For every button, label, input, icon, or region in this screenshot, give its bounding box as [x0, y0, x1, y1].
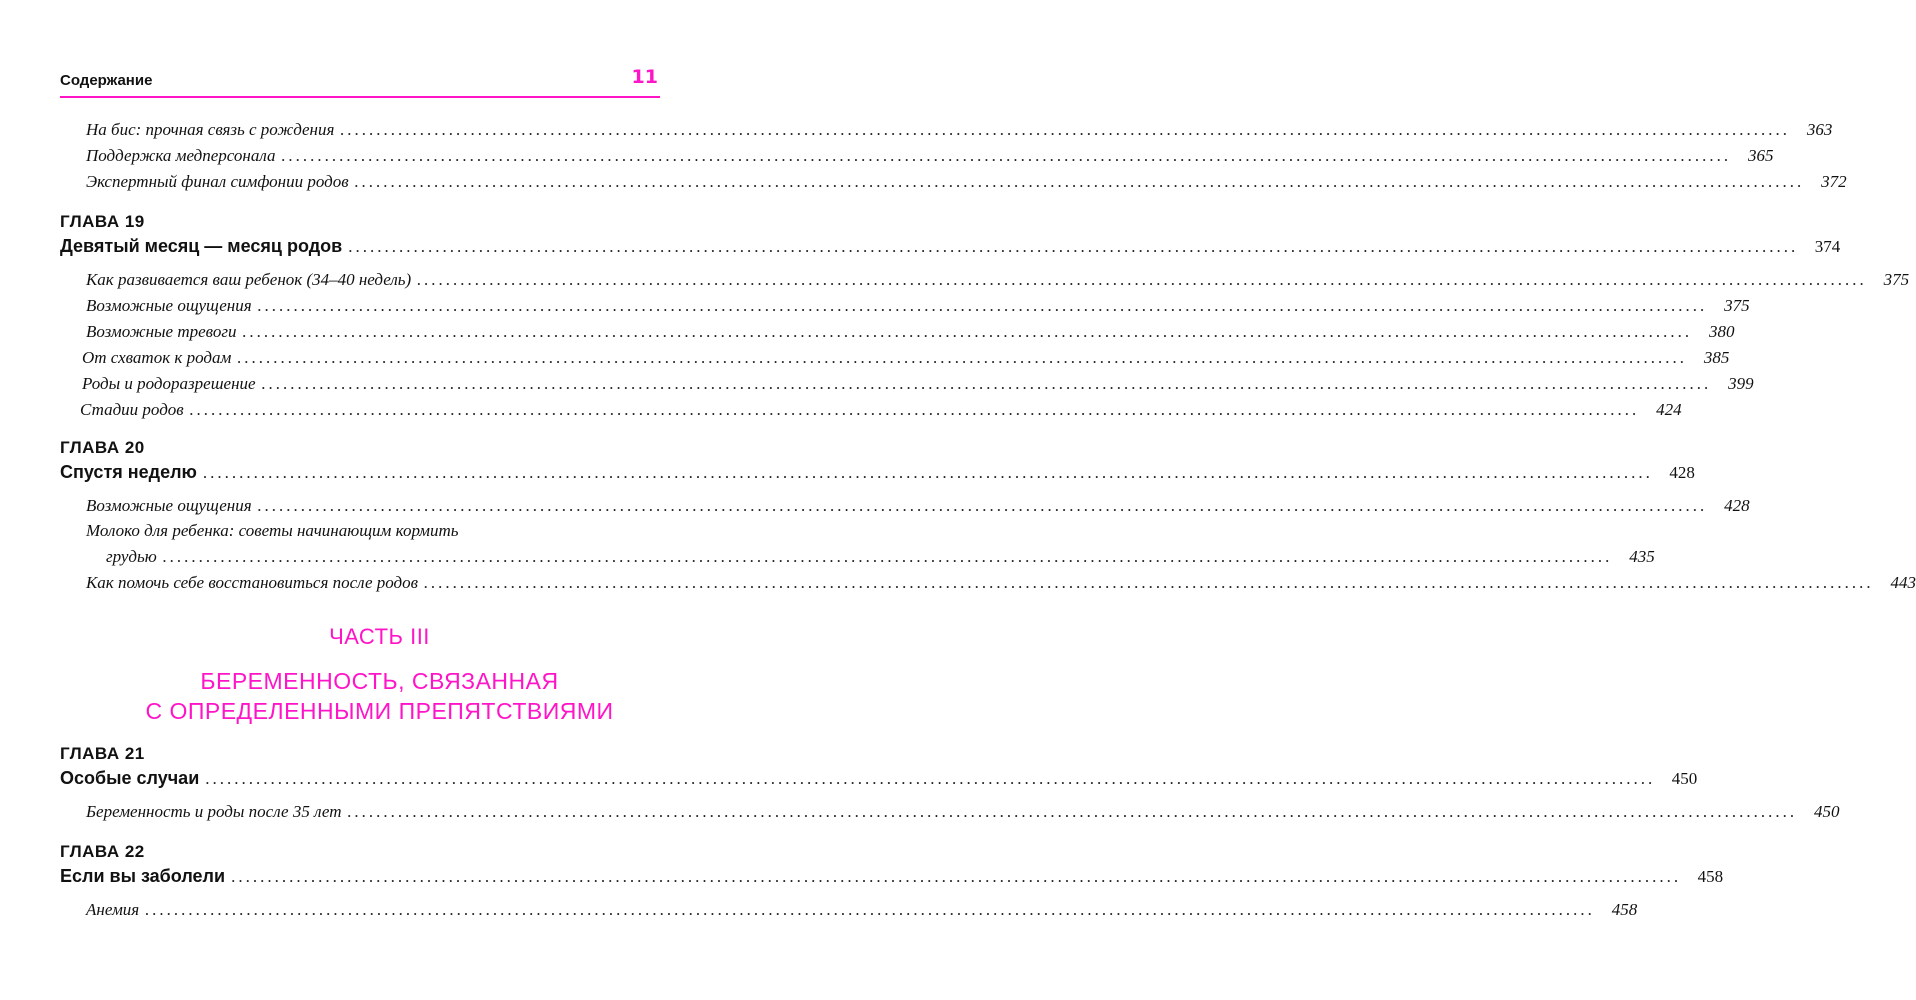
toc-entry[interactable] — [0, 374, 1754, 400]
leader-dots: ........................................................................................................................................................................................................ — [145, 900, 1596, 919]
leader-dots: ........................................................................................................................................................................................................ — [162, 547, 1613, 566]
leader-dots: ........................................................................................................................................................................................................ — [202, 463, 1653, 482]
leader-dots: ........................................................................................................................................................................................................ — [237, 348, 1688, 367]
leader-dots: ........................................................................................................................................................................................................ — [205, 769, 1656, 788]
toc-entry-label: От схваток к родам — [82, 348, 232, 367]
chapter-title: Особые случаи — [60, 768, 200, 788]
toc-entry-page: 380 — [1708, 322, 1735, 341]
toc-entry[interactable] — [0, 900, 1638, 926]
leader-dots: ........................................................................................................................................................................................................ — [340, 120, 1791, 139]
toc-entry-page: 435 — [1629, 547, 1655, 566]
leader-dots: ........................................................................................................................................................................................................ — [424, 573, 1875, 592]
leader-dots: ........................................................................................................................................................................................................ — [231, 867, 1682, 886]
leader-dots: ........................................................................................................................................................................................................ — [261, 374, 1712, 393]
toc-entry-label: Беременность и роды после 35 лет — [86, 802, 342, 821]
toc-entry-page: 424 — [1656, 400, 1682, 419]
part-title-line2: С ОПРЕДЕЛЕННЫМИ ПРЕПЯТСТВИЯМИ — [145, 698, 614, 724]
toc-entry[interactable] — [0, 172, 1847, 198]
chapter-page: 428 — [1669, 463, 1695, 482]
toc-entry[interactable] — [0, 547, 1655, 573]
toc-entry-label: Поддержка медперсонала — [86, 146, 276, 165]
toc-entry-page: 375 — [1724, 296, 1750, 315]
chapter-page: 450 — [1671, 769, 1698, 788]
toc-entry-label: Как развивается ваш ребенок (34–40 недель) — [86, 270, 412, 289]
toc-entry-page: 399 — [1728, 374, 1754, 393]
chapter-19-heading: ГЛАВА 19 — [60, 212, 145, 231]
toc-entry-label: грудью — [106, 547, 157, 566]
chapter-page: 374 — [1814, 237, 1841, 256]
chapter-22-title-entry[interactable] — [0, 866, 1724, 892]
chapter-20-title-entry[interactable] — [0, 462, 1695, 488]
chapter-19-title-entry[interactable] — [0, 236, 1841, 262]
toc-entry-line1[interactable] — [0, 521, 759, 547]
chapter-20-heading: ГЛАВА 20 — [60, 438, 145, 457]
toc-entry[interactable] — [0, 400, 1682, 426]
toc-entry[interactable] — [0, 573, 1916, 599]
chapter-21-title-entry[interactable] — [0, 768, 1698, 794]
part-label: ЧАСТЬ III — [329, 624, 430, 649]
toc-entry[interactable] — [0, 322, 1735, 348]
leader-dots: ........................................................................................................................................................................................................ — [347, 802, 1798, 821]
chapter-page: 458 — [1697, 867, 1724, 886]
toc-entry[interactable] — [0, 146, 1774, 172]
toc-entry-label: Возможные ощущения — [86, 296, 252, 315]
toc-entry[interactable] — [0, 802, 1840, 828]
toc-entry-page: 458 — [1611, 900, 1638, 919]
toc-entry-page: 372 — [1821, 172, 1847, 191]
toc-entry-label: Как помочь себе восстановиться после родов — [86, 573, 419, 592]
toc-entry[interactable] — [0, 348, 1730, 374]
toc-entry-page: 363 — [1806, 120, 1833, 139]
toc-entry[interactable] — [0, 496, 1750, 522]
toc-entry-label: Возможные ощущения — [86, 496, 252, 515]
leader-dots: ........................................................................................................................................................................................................ — [417, 270, 1868, 289]
part-title-line1: БЕРЕМЕННОСТЬ, СВЯЗАННАЯ — [200, 668, 559, 694]
toc-entry-page: 450 — [1814, 802, 1840, 821]
leader-dots: ........................................................................................................................................................................................................ — [189, 400, 1640, 419]
toc-entry-page: 365 — [1747, 146, 1774, 165]
running-header — [60, 68, 660, 98]
chapter-title: Спустя неделю — [60, 462, 197, 482]
leader-dots: ........................................................................................................................................................................................................ — [242, 322, 1693, 341]
toc-entry-page: 375 — [1883, 270, 1910, 289]
toc-entry[interactable] — [0, 296, 1750, 322]
running-header-title: Содержание — [60, 72, 153, 89]
leader-dots: ........................................................................................................................................................................................................ — [354, 172, 1805, 191]
chapter-22-heading: ГЛАВА 22 — [60, 842, 145, 861]
chapter-21-heading: ГЛАВА 21 — [60, 744, 145, 763]
toc-entry-page: 428 — [1724, 496, 1750, 515]
leader-dots: ........................................................................................................................................................................................................ — [281, 146, 1732, 165]
chapter-title: Если вы заболели — [60, 866, 226, 886]
toc-entry-label: Стадии родов — [80, 400, 184, 419]
toc-entry-label: Анемия — [86, 900, 140, 919]
chapter-title: Девятый месяц — месяц родов — [60, 236, 343, 256]
toc-entry-page: 385 — [1703, 348, 1730, 367]
toc-entry-page: 443 — [1890, 573, 1916, 592]
running-header-page-number: 11 — [631, 66, 658, 88]
leader-dots: ........................................................................................................................................................................................................ — [257, 296, 1708, 315]
toc-entry-label: Экспертный финал симфонии родов — [86, 172, 349, 191]
toc-entry-label: Возможные тревоги — [86, 322, 237, 341]
toc-entry-label: На бис: прочная связь с рождения — [86, 120, 335, 139]
leader-dots: ........................................................................................................................................................................................................ — [348, 237, 1799, 256]
header-rule — [60, 96, 660, 98]
toc-entry[interactable] — [0, 270, 1910, 296]
leader-dots: ........................................................................................................................................................................................................ — [257, 496, 1708, 515]
toc-entry[interactable] — [0, 120, 1833, 146]
toc-entry-label: Молоко для ребенка: советы начинающим кормить — [86, 521, 459, 540]
toc-entry-label: Роды и родоразрешение — [82, 374, 256, 393]
